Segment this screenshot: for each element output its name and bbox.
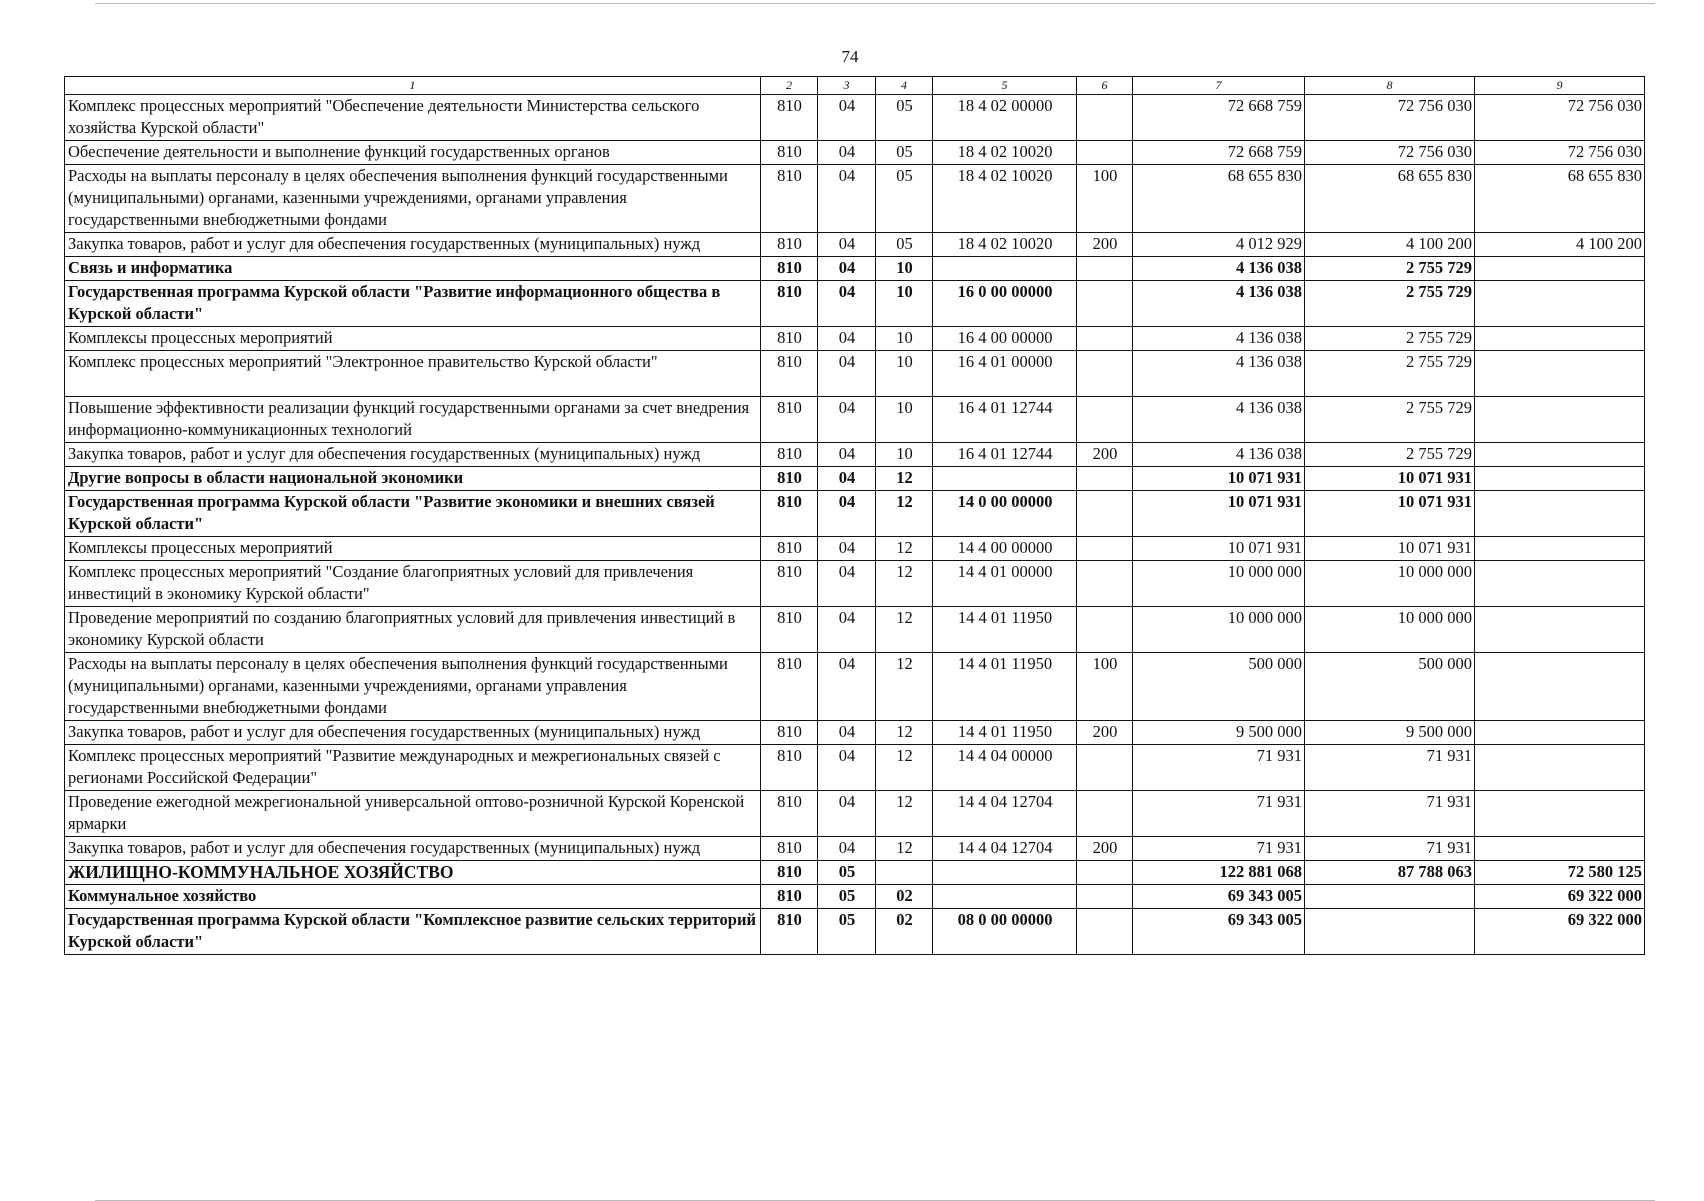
row-subsection-code: 05 [876,141,933,165]
row-target-article: 08 0 00 00000 [933,909,1077,955]
row-target-article: 16 4 01 00000 [933,351,1077,397]
row-target-article: 16 4 00 00000 [933,327,1077,351]
row-grbs-code: 810 [761,721,818,745]
row-expense-type [1077,467,1133,491]
row-amount-col9: 72 756 030 [1475,95,1645,141]
row-name: Проведение ежегодной межрегиональной универсальной оптово-розничной Курской Коренской ярмарки [65,791,761,837]
row-expense-type [1077,861,1133,885]
row-grbs-code: 810 [761,95,818,141]
row-amount-col9: 68 655 830 [1475,165,1645,233]
row-name: Закупка товаров, работ и услуг для обеспечения государственных (муниципальных) нужд [65,721,761,745]
row-name: Повышение эффективности реализации функций государственными органами за счет внедрения информационно-коммуникационных технологий [65,397,761,443]
row-name: Коммунальное хозяйство [65,885,761,909]
row-amount-col7: 4 136 038 [1133,443,1305,467]
row-subsection-code: 12 [876,653,933,721]
row-section-code: 04 [818,257,876,281]
table-row [65,443,1645,467]
row-target-article [933,257,1077,281]
row-section-code: 04 [818,141,876,165]
row-target-article: 18 4 02 10020 [933,141,1077,165]
row-subsection-code: 02 [876,885,933,909]
table-row [65,281,1645,327]
row-target-article: 18 4 02 00000 [933,95,1077,141]
row-section-code: 04 [818,443,876,467]
row-target-article: 14 4 01 11950 [933,607,1077,653]
row-expense-type [1077,791,1133,837]
row-amount-col7: 4 136 038 [1133,327,1305,351]
table-row [65,745,1645,791]
row-amount-col9 [1475,561,1645,607]
row-subsection-code: 05 [876,233,933,257]
row-amount-col9: 69 322 000 [1475,909,1645,955]
row-name: Связь и информатика [65,257,761,281]
row-expense-type [1077,607,1133,653]
table-row [65,653,1645,721]
table-row [65,165,1645,233]
row-expense-type [1077,327,1133,351]
row-amount-col8: 10 071 931 [1305,491,1475,537]
row-expense-type: 200 [1077,837,1133,861]
row-grbs-code: 810 [761,561,818,607]
row-subsection-code: 10 [876,397,933,443]
row-subsection-code: 10 [876,351,933,397]
row-name: Закупка товаров, работ и услуг для обеспечения государственных (муниципальных) нужд [65,233,761,257]
row-amount-col8: 2 755 729 [1305,257,1475,281]
row-section-code: 04 [818,95,876,141]
row-target-article: 18 4 02 10020 [933,233,1077,257]
row-name: Закупка товаров, работ и услуг для обеспечения государственных (муниципальных) нужд [65,837,761,861]
row-amount-col9: 69 322 000 [1475,885,1645,909]
row-amount-col8: 68 655 830 [1305,165,1475,233]
row-expense-type: 200 [1077,233,1133,257]
table-row [65,95,1645,141]
row-amount-col8: 9 500 000 [1305,721,1475,745]
row-amount-col9 [1475,721,1645,745]
row-amount-col9 [1475,467,1645,491]
row-grbs-code: 810 [761,909,818,955]
row-expense-type: 200 [1077,721,1133,745]
row-expense-type [1077,397,1133,443]
row-grbs-code: 810 [761,653,818,721]
row-grbs-code: 810 [761,397,818,443]
row-name: Государственная программа Курской области "Комплексное развитие сельских территорий Курской области" [65,909,761,955]
row-name: ЖИЛИЩНО-КОММУНАЛЬНОЕ ХОЗЯЙСТВО [65,861,761,885]
row-amount-col7: 71 931 [1133,837,1305,861]
row-section-code: 04 [818,537,876,561]
row-amount-col8: 10 000 000 [1305,607,1475,653]
row-section-code: 04 [818,837,876,861]
scan-top-edge [95,3,1655,4]
row-name: Комплексы процессных мероприятий [65,327,761,351]
row-expense-type [1077,537,1133,561]
row-subsection-code: 12 [876,721,933,745]
row-amount-col7: 68 655 830 [1133,165,1305,233]
row-amount-col9 [1475,791,1645,837]
row-expense-type [1077,885,1133,909]
row-amount-col8: 10 000 000 [1305,561,1475,607]
row-amount-col8: 87 788 063 [1305,861,1475,885]
row-subsection-code: 12 [876,607,933,653]
row-amount-col9: 72 580 125 [1475,861,1645,885]
column-header: 3 [818,77,876,95]
row-target-article: 18 4 02 10020 [933,165,1077,233]
row-expense-type: 200 [1077,443,1133,467]
row-section-code: 04 [818,721,876,745]
row-subsection-code: 05 [876,165,933,233]
row-name: Проведение мероприятий по созданию благоприятных условий для привлечения инвестиций в экономику Курской области [65,607,761,653]
row-name: Расходы на выплаты персоналу в целях обеспечения выполнения функций государственными (муниципальными) органами, казенными учреждениями, органами управления государственными внебюджетными фондами [65,165,761,233]
row-subsection-code: 05 [876,95,933,141]
row-section-code: 04 [818,561,876,607]
row-subsection-code: 12 [876,745,933,791]
row-section-code: 04 [818,791,876,837]
row-amount-col9 [1475,257,1645,281]
row-amount-col8: 500 000 [1305,653,1475,721]
row-name: Комплекс процессных мероприятий "Создание благоприятных условий для привлечения инвестиций в экономику Курской области" [65,561,761,607]
column-header: 2 [761,77,818,95]
row-section-code: 04 [818,351,876,397]
row-section-code: 04 [818,281,876,327]
row-section-code: 05 [818,861,876,885]
row-grbs-code: 810 [761,791,818,837]
row-amount-col7: 71 931 [1133,745,1305,791]
row-target-article: 14 4 04 12704 [933,837,1077,861]
row-subsection-code: 10 [876,257,933,281]
row-expense-type [1077,745,1133,791]
row-subsection-code: 12 [876,491,933,537]
row-expense-type [1077,561,1133,607]
table-row [65,561,1645,607]
row-name: Комплекс процессных мероприятий "Электронное правительство Курской области" [65,351,761,397]
row-name: Государственная программа Курской области "Развитие экономики и внешних связей Курской области" [65,491,761,537]
row-amount-col8: 72 756 030 [1305,141,1475,165]
row-name: Обеспечение деятельности и выполнение функций государственных органов [65,141,761,165]
column-header: 4 [876,77,933,95]
row-grbs-code: 810 [761,885,818,909]
row-amount-col8: 2 755 729 [1305,351,1475,397]
table-body [65,95,1645,955]
row-amount-col8 [1305,885,1475,909]
row-amount-col7: 69 343 005 [1133,909,1305,955]
row-amount-col9 [1475,351,1645,397]
row-grbs-code: 810 [761,281,818,327]
row-amount-col8: 2 755 729 [1305,443,1475,467]
row-target-article: 14 4 01 00000 [933,561,1077,607]
row-amount-col8: 2 755 729 [1305,327,1475,351]
table-row [65,351,1645,397]
row-target-article [933,861,1077,885]
row-section-code: 04 [818,467,876,491]
row-amount-col7: 4 136 038 [1133,281,1305,327]
row-name: Государственная программа Курской области "Развитие информационного общества в Курской области" [65,281,761,327]
row-section-code: 04 [818,233,876,257]
row-subsection-code: 02 [876,909,933,955]
row-subsection-code [876,861,933,885]
row-amount-col7: 500 000 [1133,653,1305,721]
row-grbs-code: 810 [761,537,818,561]
row-subsection-code: 12 [876,837,933,861]
row-subsection-code: 10 [876,327,933,351]
row-amount-col8: 71 931 [1305,837,1475,861]
row-amount-col9 [1475,397,1645,443]
row-amount-col7: 4 136 038 [1133,257,1305,281]
row-section-code: 04 [818,397,876,443]
table-row [65,791,1645,837]
table-row [65,607,1645,653]
row-amount-col9 [1475,327,1645,351]
row-grbs-code: 810 [761,165,818,233]
row-section-code: 04 [818,327,876,351]
table-row [65,327,1645,351]
row-expense-type [1077,257,1133,281]
row-amount-col7: 122 881 068 [1133,861,1305,885]
row-expense-type [1077,95,1133,141]
row-grbs-code: 810 [761,443,818,467]
row-name: Комплексы процессных мероприятий [65,537,761,561]
row-amount-col7: 4 012 929 [1133,233,1305,257]
row-amount-col8: 2 755 729 [1305,281,1475,327]
row-amount-col7: 72 668 759 [1133,95,1305,141]
column-header: 7 [1133,77,1305,95]
table-row [65,141,1645,165]
row-amount-col7: 69 343 005 [1133,885,1305,909]
row-subsection-code: 10 [876,443,933,467]
row-amount-col8: 71 931 [1305,745,1475,791]
table-row [65,721,1645,745]
row-target-article: 14 4 01 11950 [933,653,1077,721]
row-grbs-code: 810 [761,141,818,165]
row-amount-col8: 71 931 [1305,791,1475,837]
row-section-code: 04 [818,607,876,653]
column-number-row [65,77,1645,95]
row-expense-type [1077,491,1133,537]
row-amount-col9 [1475,607,1645,653]
row-amount-col9: 72 756 030 [1475,141,1645,165]
row-amount-col8 [1305,909,1475,955]
row-subsection-code: 12 [876,467,933,491]
row-grbs-code: 810 [761,745,818,791]
row-amount-col9: 4 100 200 [1475,233,1645,257]
table-row [65,257,1645,281]
row-grbs-code: 810 [761,257,818,281]
row-name: Комплекс процессных мероприятий "Развитие международных и межрегиональных связей с регионами Российской Федерации" [65,745,761,791]
column-header: 9 [1475,77,1645,95]
row-target-article: 14 4 04 12704 [933,791,1077,837]
column-header: 8 [1305,77,1475,95]
row-amount-col7: 71 931 [1133,791,1305,837]
table-row [65,909,1645,955]
row-grbs-code: 810 [761,607,818,653]
row-target-article: 16 4 01 12744 [933,397,1077,443]
row-amount-col9 [1475,745,1645,791]
row-amount-col9 [1475,491,1645,537]
row-amount-col7: 10 000 000 [1133,561,1305,607]
row-amount-col8: 72 756 030 [1305,95,1475,141]
row-name: Закупка товаров, работ и услуг для обеспечения государственных (муниципальных) нужд [65,443,761,467]
row-expense-type: 100 [1077,653,1133,721]
row-subsection-code: 12 [876,537,933,561]
row-target-article [933,467,1077,491]
row-name: Комплекс процессных мероприятий "Обеспечение деятельности Министерства сельского хозяйства Курской области" [65,95,761,141]
row-amount-col8: 2 755 729 [1305,397,1475,443]
row-amount-col8: 4 100 200 [1305,233,1475,257]
row-target-article [933,885,1077,909]
row-amount-col9 [1475,653,1645,721]
row-grbs-code: 810 [761,351,818,397]
row-grbs-code: 810 [761,327,818,351]
row-expense-type [1077,909,1133,955]
row-amount-col8: 10 071 931 [1305,537,1475,561]
row-amount-col7: 10 071 931 [1133,491,1305,537]
row-amount-col9 [1475,281,1645,327]
column-header: 5 [933,77,1077,95]
row-grbs-code: 810 [761,861,818,885]
row-grbs-code: 810 [761,491,818,537]
row-expense-type: 100 [1077,165,1133,233]
row-name: Расходы на выплаты персоналу в целях обеспечения выполнения функций государственными (муниципальными) органами, казенными учреждениями, органами управления государственными внебюджетными фондами [65,653,761,721]
row-grbs-code: 810 [761,837,818,861]
row-grbs-code: 810 [761,467,818,491]
table-row [65,233,1645,257]
row-subsection-code: 12 [876,791,933,837]
table-row [65,491,1645,537]
column-header: 1 [65,77,761,95]
table-row [65,885,1645,909]
row-target-article: 16 4 01 12744 [933,443,1077,467]
table-row [65,861,1645,885]
row-amount-col9 [1475,443,1645,467]
row-amount-col7: 9 500 000 [1133,721,1305,745]
table-row [65,837,1645,861]
row-grbs-code: 810 [761,233,818,257]
row-expense-type [1077,351,1133,397]
row-expense-type [1077,141,1133,165]
row-expense-type [1077,281,1133,327]
row-target-article: 14 4 04 00000 [933,745,1077,791]
row-target-article: 16 0 00 00000 [933,281,1077,327]
row-amount-col9 [1475,837,1645,861]
row-amount-col7: 10 000 000 [1133,607,1305,653]
row-amount-col7: 72 668 759 [1133,141,1305,165]
row-subsection-code: 12 [876,561,933,607]
row-target-article: 14 4 01 11950 [933,721,1077,745]
row-section-code: 04 [818,745,876,791]
budget-table [64,76,1645,955]
row-section-code: 04 [818,165,876,233]
row-section-code: 04 [818,653,876,721]
page-number: 74 [841,47,859,66]
row-amount-col7: 10 071 931 [1133,467,1305,491]
row-subsection-code: 10 [876,281,933,327]
row-target-article: 14 4 00 00000 [933,537,1077,561]
row-amount-col7: 4 136 038 [1133,351,1305,397]
table-row [65,537,1645,561]
row-amount-col7: 4 136 038 [1133,397,1305,443]
row-section-code: 05 [818,909,876,955]
table-row [65,467,1645,491]
table-row [65,397,1645,443]
row-name: Другие вопросы в области национальной экономики [65,467,761,491]
column-header: 6 [1077,77,1133,95]
row-amount-col7: 10 071 931 [1133,537,1305,561]
row-section-code: 04 [818,491,876,537]
row-target-article: 14 0 00 00000 [933,491,1077,537]
row-section-code: 05 [818,885,876,909]
row-amount-col8: 10 071 931 [1305,467,1475,491]
row-amount-col9 [1475,537,1645,561]
